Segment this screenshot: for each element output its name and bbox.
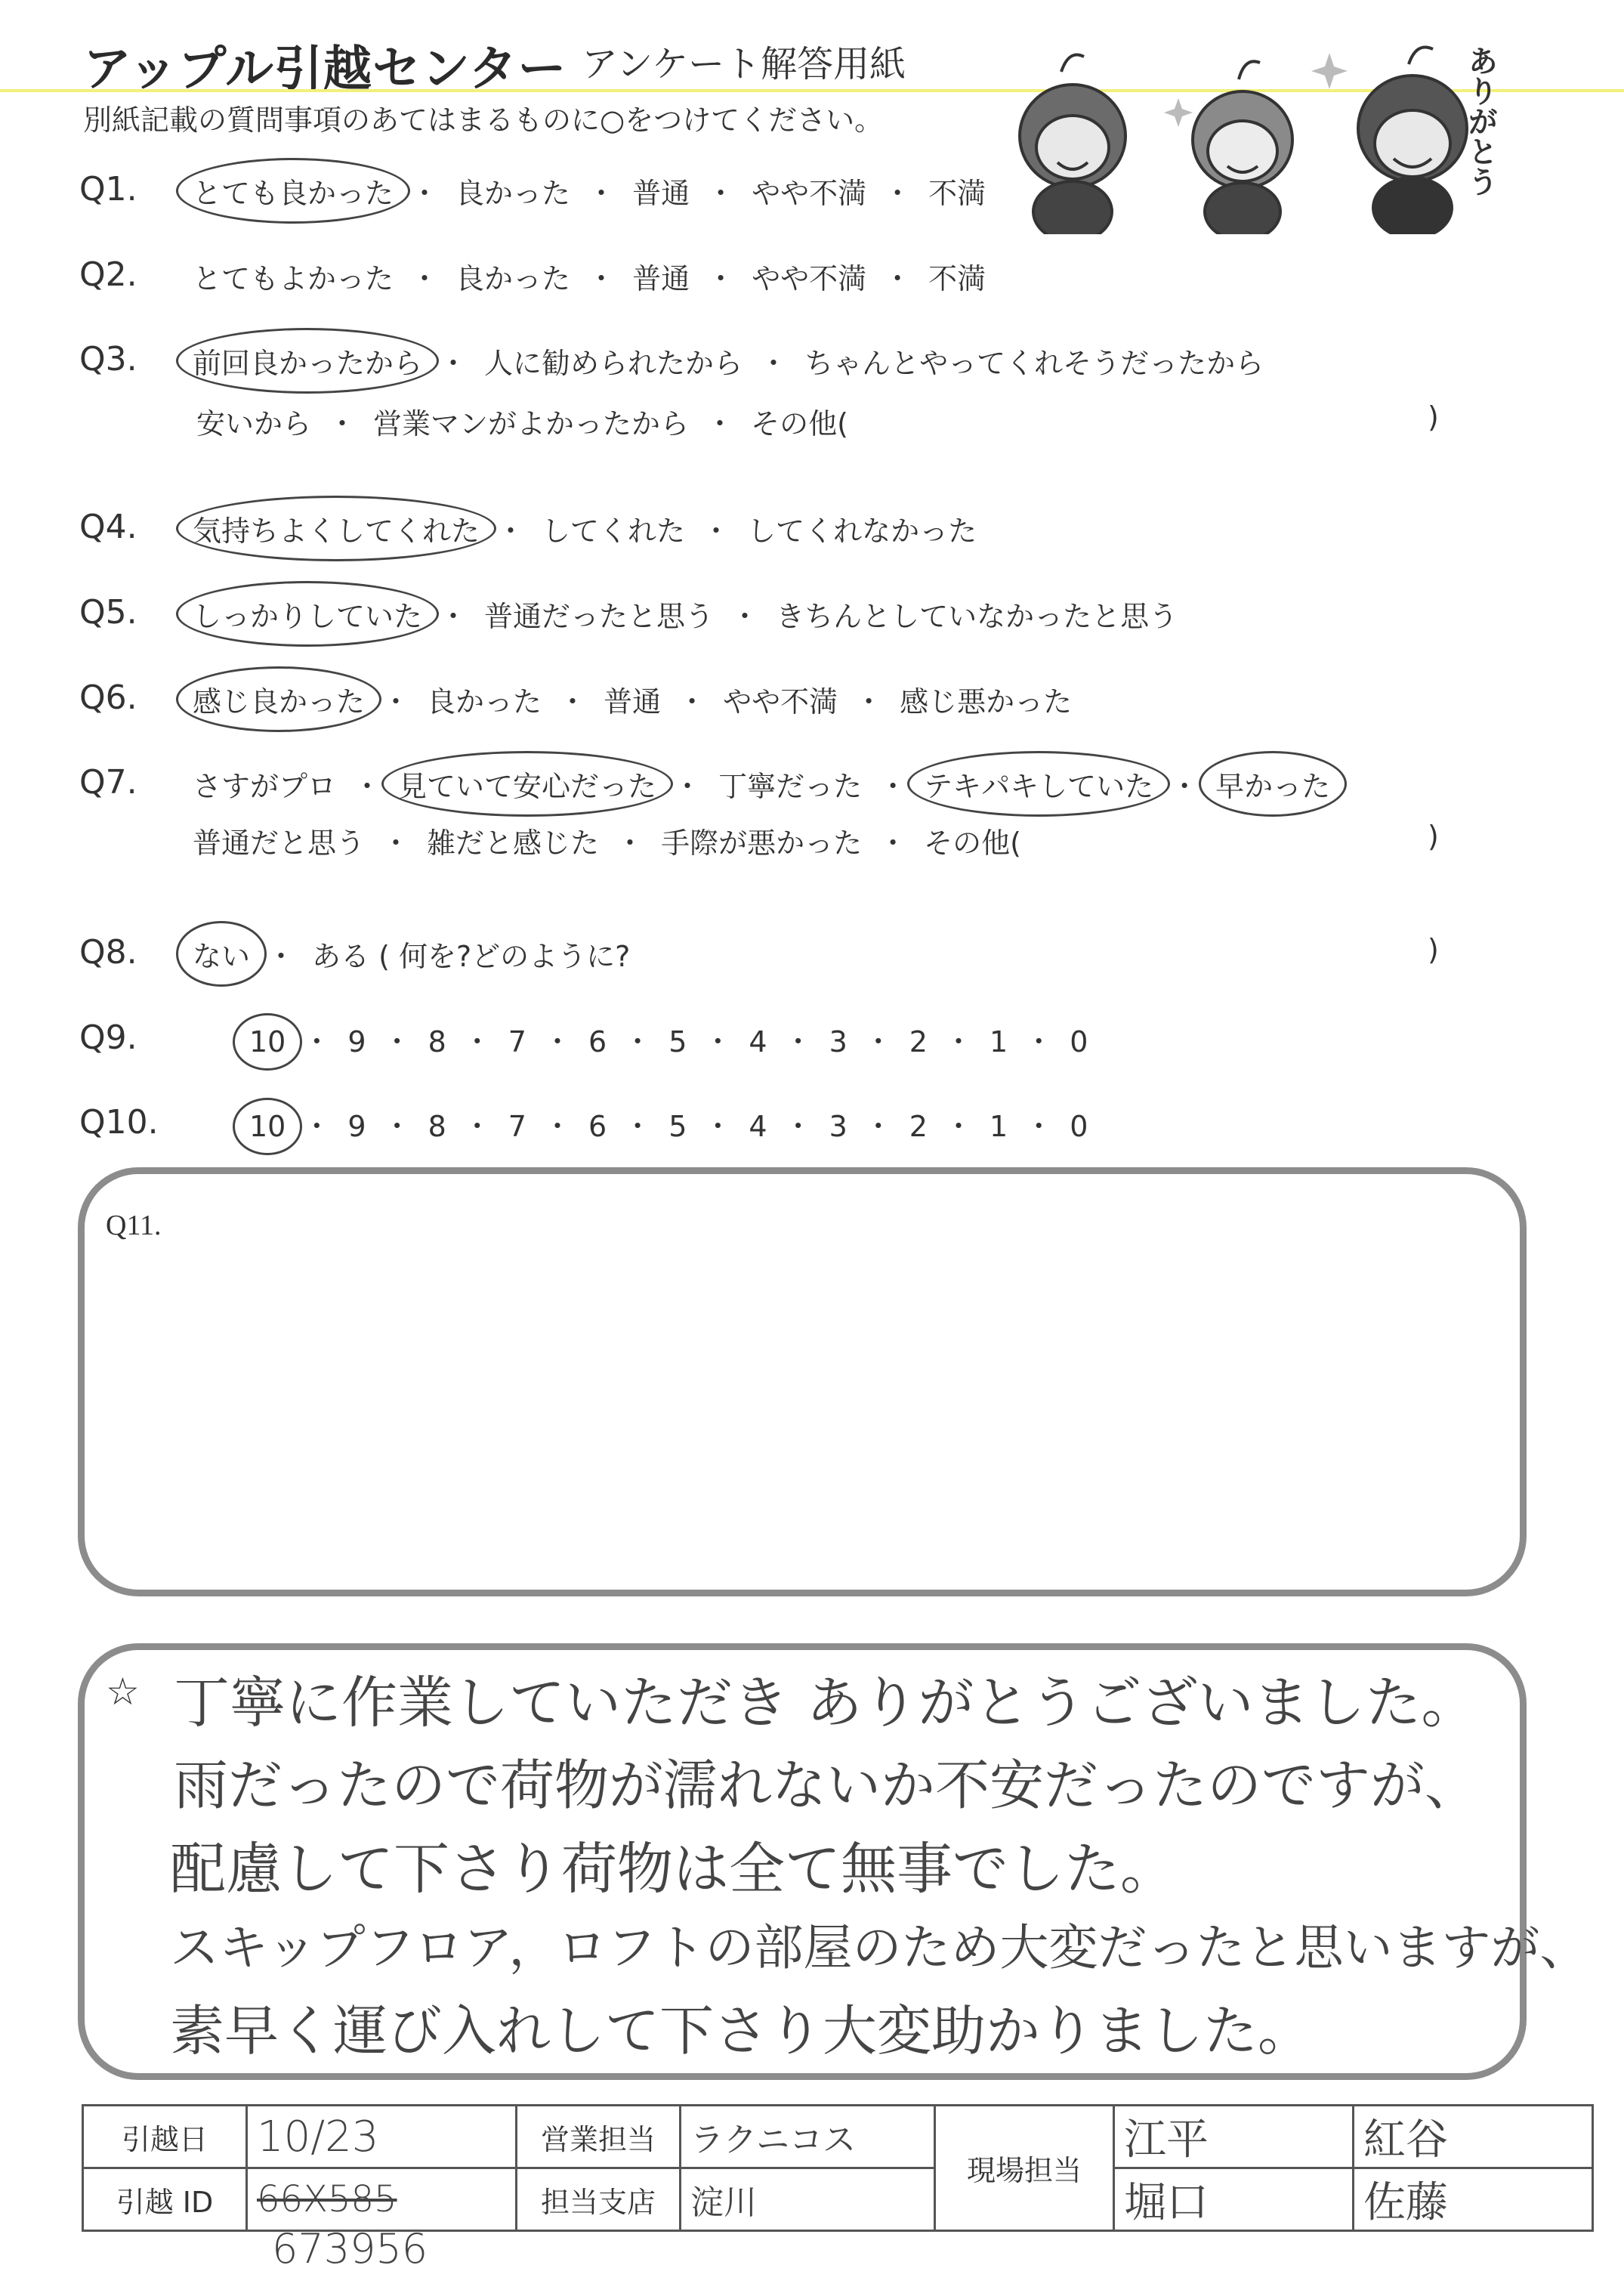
separator-dot: ・ <box>863 1025 893 1058</box>
option-2-3[interactable]: 普通 <box>632 262 690 295</box>
comment-line-3: 配慮して下さり荷物は全て無事でした。 <box>170 1837 1176 1902</box>
option-9-3[interactable]: 手際が悪かった <box>661 827 863 860</box>
option-7-2[interactable]: 良かった <box>427 685 542 718</box>
option-12-11[interactable]: 0 <box>1070 1110 1088 1143</box>
option-1-2[interactable]: 良かった <box>455 177 571 210</box>
option-3-3[interactable]: ちゃんとやってくれそうだったから <box>804 347 1264 380</box>
option-12-5[interactable]: 6 <box>588 1110 607 1143</box>
option-11-8[interactable]: 3 <box>829 1025 848 1058</box>
option-2-2[interactable]: 良かった <box>455 262 571 295</box>
answer-circle <box>176 921 267 987</box>
arigatou-text: ありがとう <box>1463 45 1498 196</box>
site-label: 現場担当 <box>935 2106 1114 2231</box>
option-4-2[interactable]: 営業マンがよかったから <box>373 407 690 440</box>
option-4-1[interactable]: 安いから <box>196 407 312 440</box>
separator-dot: ・ <box>558 685 588 718</box>
option-7-4[interactable]: やや不満 <box>723 685 838 718</box>
option-11-6[interactable]: 5 <box>668 1025 687 1058</box>
separator-dot: ・ <box>878 827 908 860</box>
instruction-text: 別紙記載の質問事項のあてはまるものに○をつけてください。 <box>83 104 884 137</box>
option-8-1[interactable]: さすがプロ <box>193 770 337 803</box>
separator-dot: ・ <box>1170 770 1199 803</box>
separator-dot: ・ <box>759 347 789 380</box>
separator-dot: ・ <box>703 1110 733 1143</box>
q8-options <box>193 933 630 975</box>
separator-dot: ・ <box>943 1025 973 1058</box>
option-1-4[interactable]: やや不満 <box>752 177 867 210</box>
option-2-1[interactable]: とてもよかった <box>193 262 394 295</box>
separator-dot: ・ <box>623 1025 653 1058</box>
option-11-7[interactable]: 4 <box>749 1025 767 1058</box>
option-10-1[interactable]: ない <box>193 933 250 975</box>
q6-label: Q6. <box>79 678 137 717</box>
separator-dot: ・ <box>381 827 411 860</box>
separator-dot: ・ <box>267 940 296 973</box>
comment-line-2: 雨だったので荷物が濡れないか不安だったのですが、 <box>174 1754 1480 1817</box>
separator-dot: ・ <box>783 1110 813 1143</box>
option-5-3[interactable]: してくれなかった <box>747 515 977 548</box>
separator-dot: ・ <box>705 407 735 440</box>
option-5-2[interactable]: してくれた <box>542 515 686 548</box>
staff-cell-3 <box>1354 2106 1593 2168</box>
q11-box <box>78 1167 1527 1596</box>
option-11-5[interactable]: 6 <box>588 1025 607 1058</box>
answer-circle <box>233 1098 302 1155</box>
move-id-value: 673956 <box>272 2225 428 2273</box>
q3-label: Q3. <box>79 340 137 379</box>
answer-circle <box>233 1013 302 1071</box>
q7-options <box>193 763 1330 805</box>
separator-dot: ・ <box>883 177 912 210</box>
q2-label: Q2. <box>79 255 137 294</box>
option-12-7[interactable]: 4 <box>749 1110 767 1143</box>
answer-circle <box>176 581 439 647</box>
separator-dot: ・ <box>883 262 912 295</box>
option-9-2[interactable]: 雑だと感じた <box>427 827 600 860</box>
option-11-10[interactable]: 1 <box>990 1025 1008 1058</box>
option-12-2[interactable]: 9 <box>347 1110 366 1143</box>
option-2-4[interactable]: やや不満 <box>752 262 867 295</box>
q4-options <box>193 508 977 549</box>
branch-label: 担当支店 <box>517 2168 681 2231</box>
q3-other-close: ) <box>1428 400 1439 434</box>
q10-scale <box>249 1103 1088 1145</box>
q8-label: Q8. <box>79 933 137 972</box>
option-2-5[interactable]: 不満 <box>928 262 986 295</box>
option-3-2[interactable]: 人に勧められたから <box>484 347 743 380</box>
answer-circle <box>176 496 496 561</box>
separator-dot: ・ <box>542 1025 572 1058</box>
form-subtitle: アンケート解答用紙 <box>582 43 906 85</box>
move-date-value: 10/23 <box>257 2112 379 2162</box>
option-12-6[interactable]: 5 <box>668 1110 687 1143</box>
option-6-1[interactable]: しっかりしていた <box>193 593 422 635</box>
move-date-label: 引越日 <box>83 2106 247 2168</box>
q10-label: Q10. <box>79 1103 159 1142</box>
option-6-3[interactable]: きちんとしていなかったと思う <box>776 600 1178 633</box>
q11-label: Q11. <box>106 1210 162 1241</box>
staff-1: 江平 <box>1124 2115 1209 2165</box>
sales-label: 営業担当 <box>517 2106 681 2168</box>
move-id-cell <box>247 2168 517 2231</box>
option-12-10[interactable]: 1 <box>990 1110 1008 1143</box>
separator-dot: ・ <box>410 262 440 295</box>
option-8-5[interactable]: 早かった <box>1215 763 1330 805</box>
option-12-4[interactable]: 7 <box>508 1110 526 1143</box>
q9-scale <box>249 1018 1088 1060</box>
option-8-4[interactable]: テキパキしていた <box>924 763 1153 805</box>
separator-dot: ・ <box>616 827 645 860</box>
option-6-2[interactable]: 普通だったと思う <box>484 600 715 633</box>
separator-dot: ・ <box>863 1110 893 1143</box>
q7-label: Q7. <box>79 763 137 802</box>
option-12-9[interactable]: 2 <box>909 1110 928 1143</box>
q6-options <box>193 678 1072 720</box>
separator-dot: ・ <box>706 177 736 210</box>
staff-3: 紅谷 <box>1363 2115 1448 2165</box>
q3-options <box>193 340 1264 382</box>
option-12-1[interactable]: 10 <box>249 1110 286 1143</box>
footer-table <box>82 2104 1594 2232</box>
comment-line-1: 丁寧に作業していただき ありがとうございました。 <box>174 1670 1477 1735</box>
move-date-cell <box>247 2106 517 2168</box>
branch-value: 淀川 <box>690 2183 757 2222</box>
monkey-mascots-illustration <box>990 30 1518 234</box>
option-7-5[interactable]: 感じ悪かった <box>900 685 1073 718</box>
option-11-2[interactable]: 9 <box>347 1025 366 1058</box>
q9-label: Q9. <box>79 1018 137 1057</box>
answer-circle <box>176 666 381 732</box>
option-12-8[interactable]: 3 <box>829 1110 848 1143</box>
option-7-1[interactable]: 感じ良かった <box>193 678 365 720</box>
move-id-old: 66X585 <box>257 2178 397 2220</box>
option-5-1[interactable]: 気持ちよくしてくれた <box>193 508 480 549</box>
staff-2: 堀口 <box>1124 2178 1209 2227</box>
q1-options <box>193 170 986 212</box>
q5-options <box>193 593 1178 635</box>
option-9-4[interactable]: その他( <box>924 827 1021 860</box>
separator-dot: ・ <box>353 770 382 803</box>
separator-dot: ・ <box>381 685 411 718</box>
answer-circle <box>907 751 1170 817</box>
move-id-label: 引越 ID <box>83 2168 247 2231</box>
separator-dot: ・ <box>439 600 468 633</box>
separator-dot: ・ <box>410 177 440 210</box>
comment-line-4: スキップフロア，ロフトの部屋のため大変だったと思いますが、 <box>170 1920 1589 1976</box>
q8-other-close: ) <box>1428 933 1439 966</box>
separator-dot: ・ <box>783 1025 813 1058</box>
sales-value: ラクニコス <box>690 2121 857 2159</box>
separator-dot: ・ <box>943 1110 973 1143</box>
option-1-1[interactable]: とても良かった <box>193 170 394 212</box>
option-11-1[interactable]: 10 <box>249 1025 286 1058</box>
separator-dot: ・ <box>678 685 707 718</box>
option-8-2[interactable]: 見ていて安心だった <box>398 763 656 805</box>
option-7-3[interactable]: 普通 <box>604 685 662 718</box>
staff-cell-4 <box>1354 2168 1593 2231</box>
option-1-5[interactable]: 不満 <box>928 177 986 210</box>
separator-dot: ・ <box>462 1025 492 1058</box>
option-8-3[interactable]: 丁寧だった <box>718 770 863 803</box>
option-4-3[interactable]: その他( <box>751 407 848 440</box>
separator-dot: ・ <box>706 262 736 295</box>
separator-dot: ・ <box>542 1110 572 1143</box>
staff-cell-2 <box>1114 2168 1354 2231</box>
staff-4: 佐藤 <box>1363 2178 1448 2227</box>
answer-circle <box>381 751 673 817</box>
separator-dot: ・ <box>302 1110 332 1143</box>
option-11-9[interactable]: 2 <box>909 1025 928 1058</box>
separator-dot: ・ <box>382 1025 412 1058</box>
separator-dot: ・ <box>462 1110 492 1143</box>
separator-dot: ・ <box>382 1110 412 1143</box>
separator-dot: ・ <box>673 770 702 803</box>
q4-label: Q4. <box>79 508 137 546</box>
separator-dot: ・ <box>1024 1110 1054 1143</box>
option-12-3[interactable]: 8 <box>428 1110 446 1143</box>
option-1-3[interactable]: 普通 <box>632 177 690 210</box>
q3-options-line2 <box>196 400 848 442</box>
brand-title: アップル引越センター <box>83 42 567 97</box>
separator-dot: ・ <box>702 515 731 548</box>
separator-dot: ・ <box>496 515 526 548</box>
comment-line-5: 素早く運び入れして下さり大変助かりました。 <box>170 1999 1313 2063</box>
answer-circle <box>176 328 439 394</box>
separator-dot: ・ <box>623 1110 653 1143</box>
option-11-11[interactable]: 0 <box>1070 1025 1088 1058</box>
option-11-3[interactable]: 8 <box>428 1025 446 1058</box>
staff-cell-1 <box>1114 2106 1354 2168</box>
branch-cell <box>681 2168 935 2231</box>
answer-circle <box>176 158 410 224</box>
separator-dot: ・ <box>703 1025 733 1058</box>
separator-dot: ・ <box>439 347 468 380</box>
option-9-1[interactable]: 普通だと思う <box>193 827 366 860</box>
q1-label: Q1. <box>79 170 137 209</box>
option-11-4[interactable]: 7 <box>508 1025 526 1058</box>
separator-dot: ・ <box>587 262 616 295</box>
separator-dot: ・ <box>854 685 884 718</box>
separator-dot: ・ <box>302 1025 332 1058</box>
star-mark: ☆ <box>106 1670 140 1714</box>
q5-label: Q5. <box>79 593 137 632</box>
answer-circle <box>1199 751 1347 817</box>
q7-options-line2 <box>193 820 1021 861</box>
separator-dot: ・ <box>878 770 908 803</box>
option-3-1[interactable]: 前回良かったから <box>193 340 422 382</box>
separator-dot: ・ <box>1024 1025 1054 1058</box>
separator-dot: ・ <box>328 407 357 440</box>
option-10-2[interactable]: ある ( 何を?どのように? <box>312 940 631 973</box>
q7-other-close: ) <box>1428 820 1439 853</box>
separator-dot: ・ <box>730 600 760 633</box>
separator-dot: ・ <box>587 177 616 210</box>
sales-cell <box>681 2106 935 2168</box>
q2-options <box>193 255 986 297</box>
